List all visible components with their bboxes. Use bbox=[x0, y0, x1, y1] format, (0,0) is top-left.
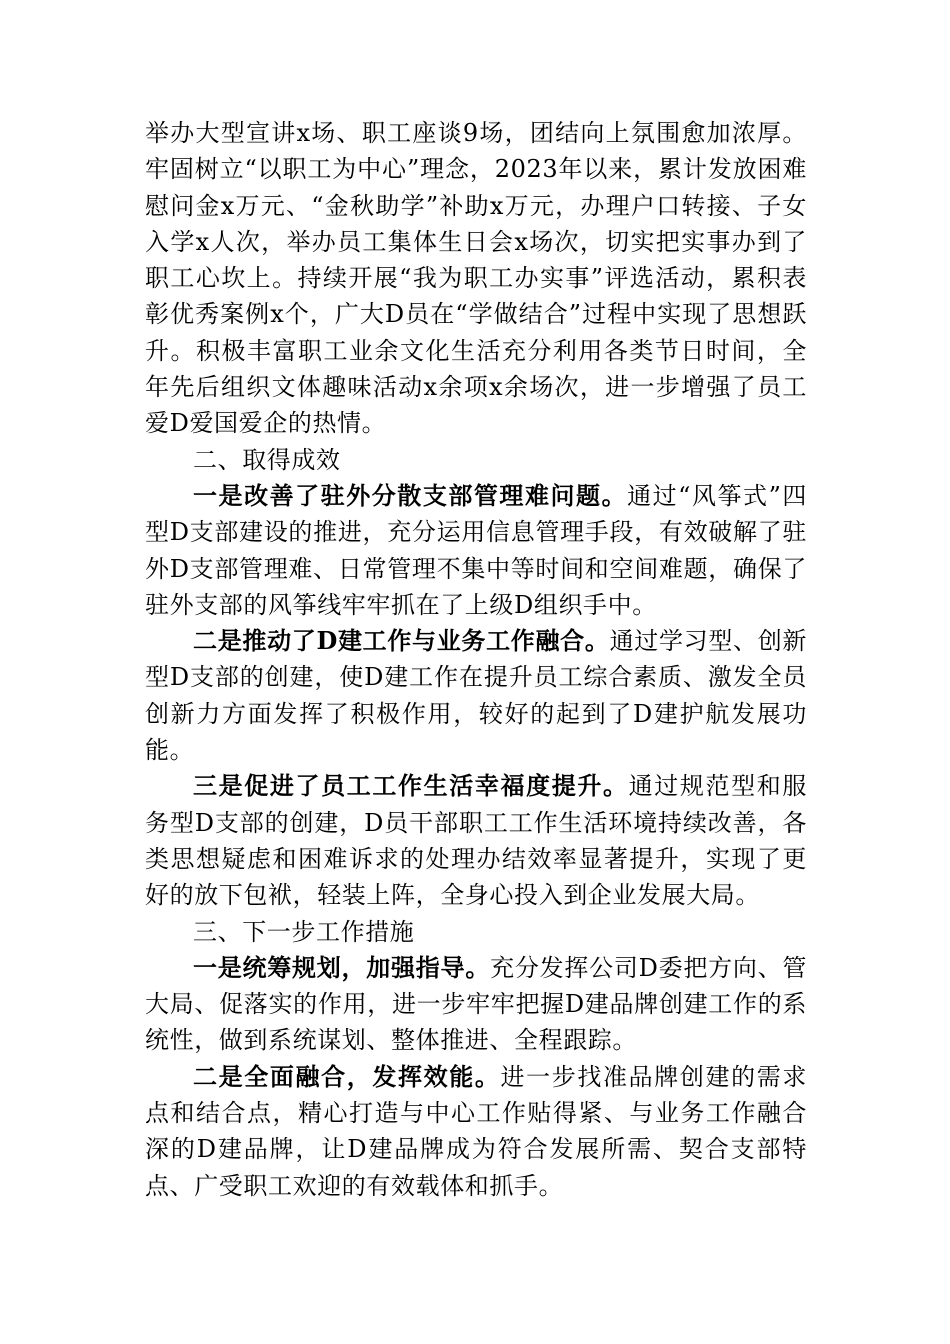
paragraph-lead: 一是改善了驻外分散支部管理难问题。 bbox=[193, 480, 628, 510]
paragraph-result-1 bbox=[145, 478, 807, 623]
paragraph-continuation bbox=[145, 115, 807, 442]
paragraph-text: 通过学习型、创新型D支部的创建，使D建工作在提升员工综合素质、激发全员创新力方面发挥了积极作用，较好的起到了D建护航发展功能。 bbox=[145, 627, 807, 765]
paragraph-text: 进一步找准品牌创建的需求点和结合点，精心打造与中心工作贴得紧、与业务工作融合深的D建品牌，让D建品牌成为符合发展所需、契合支部特点、广受职工欢迎的有效载体和抓手。 bbox=[145, 1062, 807, 1200]
paragraph-lead: 三是促进了员工工作生活幸福度提升。 bbox=[193, 771, 629, 801]
paragraph-lead: 一是统筹规划，加强指导。 bbox=[193, 952, 491, 982]
paragraph-result-2 bbox=[145, 623, 807, 768]
section-heading-results: 二、取得成效 bbox=[193, 445, 341, 474]
paragraph-lead: 二是全面融合，发挥效能。 bbox=[193, 1061, 501, 1091]
paragraph-measure-2 bbox=[145, 1059, 807, 1204]
paragraph-text: 通过“风筝式”四型D支部建设的推进，充分运用信息管理手段，有效破解了驻外D支部管理难、日常管理不集中等时间和空间难题，确保了驻外支部的风筝线牢牢抓在了上级D组织手中。 bbox=[145, 481, 807, 619]
paragraph-text: 充分发挥公司D委把方向、管大局、促落实的作用，进一步牢牢把握D建品牌创建工作的系统性，做到系统谋划、整体推进、全程跟踪。 bbox=[145, 953, 807, 1055]
paragraph-text: 通过规范型和服务型D支部的创建，D员干部职工工作生活环境持续改善，各类思想疑虑和困难诉求的处理办结效率显著提升，实现了更好的放下包袱，轻装上阵，全身心投入到企业发展大局。 bbox=[145, 772, 807, 910]
section-heading-next-steps: 三、下一步工作措施 bbox=[193, 917, 415, 946]
paragraph-measure-1 bbox=[145, 950, 807, 1059]
paragraph-text: 举办大型宣讲x场、职工座谈9场，团结向上氛围愈加浓厚。牢固树立“以职工为中心”理念，2023年以来，累计发放困难慰问金x万元、“金秋助学”补助x万元，办理户口转接、子女入学x人次，举办员工集体生日会x场次，切实把实事办到了职工心坎上。持续开展“我为职工办实事”评选活动，累积表彰优秀案例x个，广大D员在“学做结合”过程中实现了思想跃升。积极丰富职工业余文化生活充分利用各类节日时间，全年先后组织文体趣味活动x余项x余场次，进一步增强了员工爱D爱国爱企的热情。 bbox=[145, 119, 807, 438]
paragraph-result-3 bbox=[145, 768, 807, 913]
document-body bbox=[145, 115, 807, 1204]
paragraph-lead: 二是推动了D建工作与业务工作融合。 bbox=[193, 626, 610, 656]
